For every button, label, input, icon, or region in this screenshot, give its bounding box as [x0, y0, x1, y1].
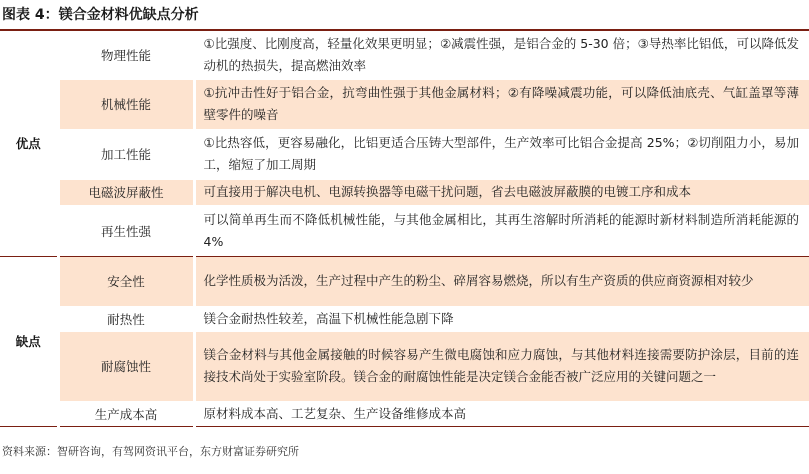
pros-cons-table-wrap: [0, 31, 809, 427]
category-cell-pros: 优点: [0, 31, 58, 256]
attribute-cell: 生产成本高: [58, 401, 194, 426]
description-cell: 镁合金材料与其他金属接触的时候容易产生微电腐蚀和应力腐蚀，与其他材料连接需要防护涂层，目前的连接技术尚处于实验室阶段。镁合金的耐腐蚀性能是决定镁合金能否被广泛应用的关键问题之一: [194, 331, 809, 401]
table-row: [0, 205, 809, 256]
table-row: [0, 256, 809, 306]
attribute-cell: 再生性强: [58, 205, 194, 256]
description-cell: 化学性质极为活泼，生产过程中产生的粉尘、碎屑容易燃烧，所以有生产资质的供应商资源相对较少: [194, 256, 809, 306]
table-row: [0, 31, 809, 79]
table-row: [0, 401, 809, 426]
table-row: [0, 306, 809, 331]
category-cell-cons: 缺点: [0, 256, 58, 426]
description-cell: 可以简单再生而不降低机械性能，与其他金属相比，其再生溶解时所消耗的能源时新材料制造所消耗能源的 4%: [194, 205, 809, 256]
description-cell: ①抗冲击性好于铝合金，抗弯曲性强于其他金属材料；②有降噪减震功能，可以降低油底壳、气缸盖罩等薄壁零件的噪音: [194, 79, 809, 129]
attribute-cell: 机械性能: [58, 79, 194, 129]
table-row: [0, 331, 809, 401]
attribute-cell: 耐腐蚀性: [58, 331, 194, 401]
description-cell: 镁合金耐热性较差，高温下机械性能急剧下降: [194, 306, 809, 331]
description-cell: ①比热容低，更容易融化，比铝更适合压铸大型部件，生产效率可比铝合金提高 25%；②切削阻力小，易加工，缩短了加工周期: [194, 129, 809, 179]
attribute-cell: 安全性: [58, 256, 194, 306]
table-row: [0, 179, 809, 205]
source-note: 资料来源：智研咨询，有驾网资讯平台，东方财富证券研究所: [2, 445, 299, 458]
table-row: [0, 79, 809, 129]
description-cell: ①比强度、比刚度高，轻量化效果更明显；②减震性强，是铝合金的 5-30 倍；③导热率比铝低，可以降低发动机的热损失，提高燃油效率: [194, 31, 809, 79]
attribute-cell: 加工性能: [58, 129, 194, 179]
description-cell: 可直接用于解决电机、电源转换器等电磁干扰问题，省去电磁波屏蔽膜的电镀工序和成本: [194, 179, 809, 205]
table-row: [0, 129, 809, 179]
attribute-cell: 耐热性: [58, 306, 194, 331]
figure-title: 图表 4：镁合金材料优缺点分析: [2, 7, 199, 23]
description-cell: 原材料成本高、工艺复杂、生产设备维修成本高: [194, 401, 809, 426]
attribute-cell: 电磁波屏蔽性: [58, 179, 194, 205]
pros-cons-table: [0, 31, 809, 427]
attribute-cell: 物理性能: [58, 31, 194, 79]
